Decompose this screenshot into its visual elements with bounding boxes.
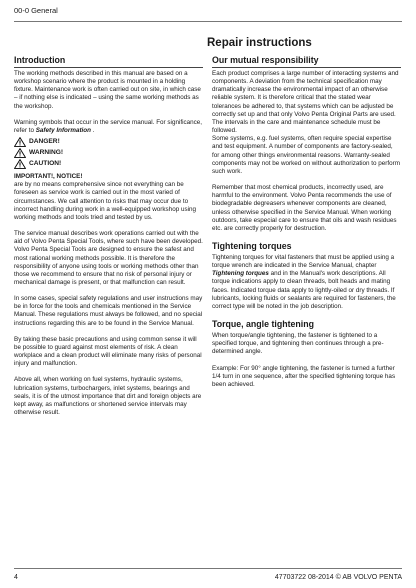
safety-regulations-paragraph: In some cases, special safety regulations and user instructions may be in force for the tools and chemicals mentioned in the Service Manual. These regulations must always be followed, and no special instructions regarding this are to be found in the Service Manual. (14, 295, 203, 327)
important-paragraph: are by no means comprehensive since not everything can be foreseen as service work is carried out in the most varied of circumstances. We call attention to risks that may occur due to incorrect handling during work in a well-equipped workshop using working methods and tools tried and tested by us. (14, 181, 197, 221)
caution-label: CAUTION! (29, 160, 62, 168)
warning-symbols-paragraph (14, 119, 203, 135)
responsibility-paragraph-3: Remember that most chemical products, incorrectly used, are harmful to the environment. Volvo Penta recommends the use of biodegradable degreasers whenever components are cleaned, unless otherwise specified in the Service Manual. When working outdoors, take especial care to ensure that oils and wash residues etc. are correctly properly for destruction. (212, 184, 397, 232)
torque-paragraph (212, 254, 401, 311)
right-column (212, 55, 401, 389)
danger-row (14, 137, 203, 146)
precautions-paragraph: By taking these basic precautions and using common sense it will be possible to guard against most elements of risk. A clean workplace and a clean product will eliminate many risks of personal injury and malfunction. (14, 335, 202, 368)
responsibility-paragraph-1: Each product comprises a large number of interacting systems and components. A deviation from the technical specification may dramatically increase the environmental impact of an otherwise reliable system. It is therefore critical that the stated wear tolerances be adhered to, that systems which can be adjusted be correctly set up and that only Volvo Penta Original Parts are used. The intervals in the care and maintenance schedule must be followed. (212, 70, 399, 135)
tightening-torques-link[interactable]: Tightening torques (212, 270, 269, 278)
caution-row (14, 159, 203, 168)
warning-text-end: . (90, 126, 95, 134)
torque-text-end: and in the Manual's work descriptions. All torque indications apply to clean threads, bolt heads and mating faces. Indicated torque data apply to lightly-oiled or dry threads. If lubricants, locking fluids or sealants are required for fasteners, the correct type will be noted in the job description. (212, 270, 396, 310)
page-title: Repair instructions (207, 37, 312, 49)
safety-information-link[interactable]: Safety Information (35, 126, 91, 134)
cleanliness-paragraph: Above all, when working on fuel systems, hydraulic systems, lubrication systems, turbochargers, inlet systems, bearings and seals, it is of the utmost importance that dirt and foreign objects are kept away, as malfunctions or shortened service intervals may otherwise result. (14, 376, 202, 416)
danger-label: DANGER! (29, 138, 60, 146)
section-title-angle-tightening: Torque, angle tightening (212, 319, 314, 330)
section-label: 00-0 General (14, 6, 58, 15)
section-title-responsibility: Our mutual responsibility (212, 55, 401, 68)
warning-label: WARNING! (29, 149, 64, 157)
angle-paragraph-2: Example: For 90° angle tightening, the fastener is turned a further 1/4 turn in one sequence, after the specified tightening torque has been achieved. (212, 364, 396, 388)
section-title-tightening-torques: Tightening torques (212, 240, 292, 251)
page-number: 4 (14, 574, 18, 581)
torque-text: Tightening torques for vital fasteners that must be applied using a torque wrench are indicated in the Service Manual, chapter (212, 253, 395, 270)
section-title-introduction: Introduction (14, 55, 203, 68)
special-tools-paragraph: The service manual describes work operations carried out with the aid of Volvo Penta Special Tools, where such have been developed. Volvo Penta Special Tools are designed to ensure the safest and most rational working methods possible. It is therefore the responsibility of anyone using tools or working methods other than those we recommend to ensure that no risk of personal injury or mechanical damage is present, or that malfunction can result. (14, 230, 203, 286)
warning-triangle-icon (14, 159, 26, 169)
warning-text: Warning symbols that occur in the service manual. For significance, refer to (14, 118, 203, 134)
warning-row (14, 148, 203, 157)
warning-triangle-icon (14, 148, 26, 158)
warning-triangle-icon (14, 137, 26, 147)
important-notice-heading: IMPORTANT!, NOTICE! (14, 173, 83, 181)
responsibility-paragraph-2: Some systems, e.g. fuel systems, often require special expertise and test equipment. A number of components are factory-sealed, for among other things environmental reasons. Warranty-sealed components may not be worked on without authorization to perform such work. (212, 135, 400, 175)
left-column (14, 55, 203, 417)
intro-paragraph: The working methods described in this manual are based on a workshop scenario where the product is mounted in a holding fixture. Maintenance work is often carried out on site, in which case – if nothing else is indicated – using the same working methods as the workshop. (14, 70, 201, 110)
header-divider (14, 21, 402, 22)
document-reference: 47703722 08-2014 © AB VOLVO PENTA (274, 574, 402, 581)
footer-divider (14, 568, 402, 569)
angle-paragraph-1: When torque/angle tightening, the fastener is tightened to a specified torque, and tightening then continues through a pre-determined angle. (212, 332, 384, 356)
